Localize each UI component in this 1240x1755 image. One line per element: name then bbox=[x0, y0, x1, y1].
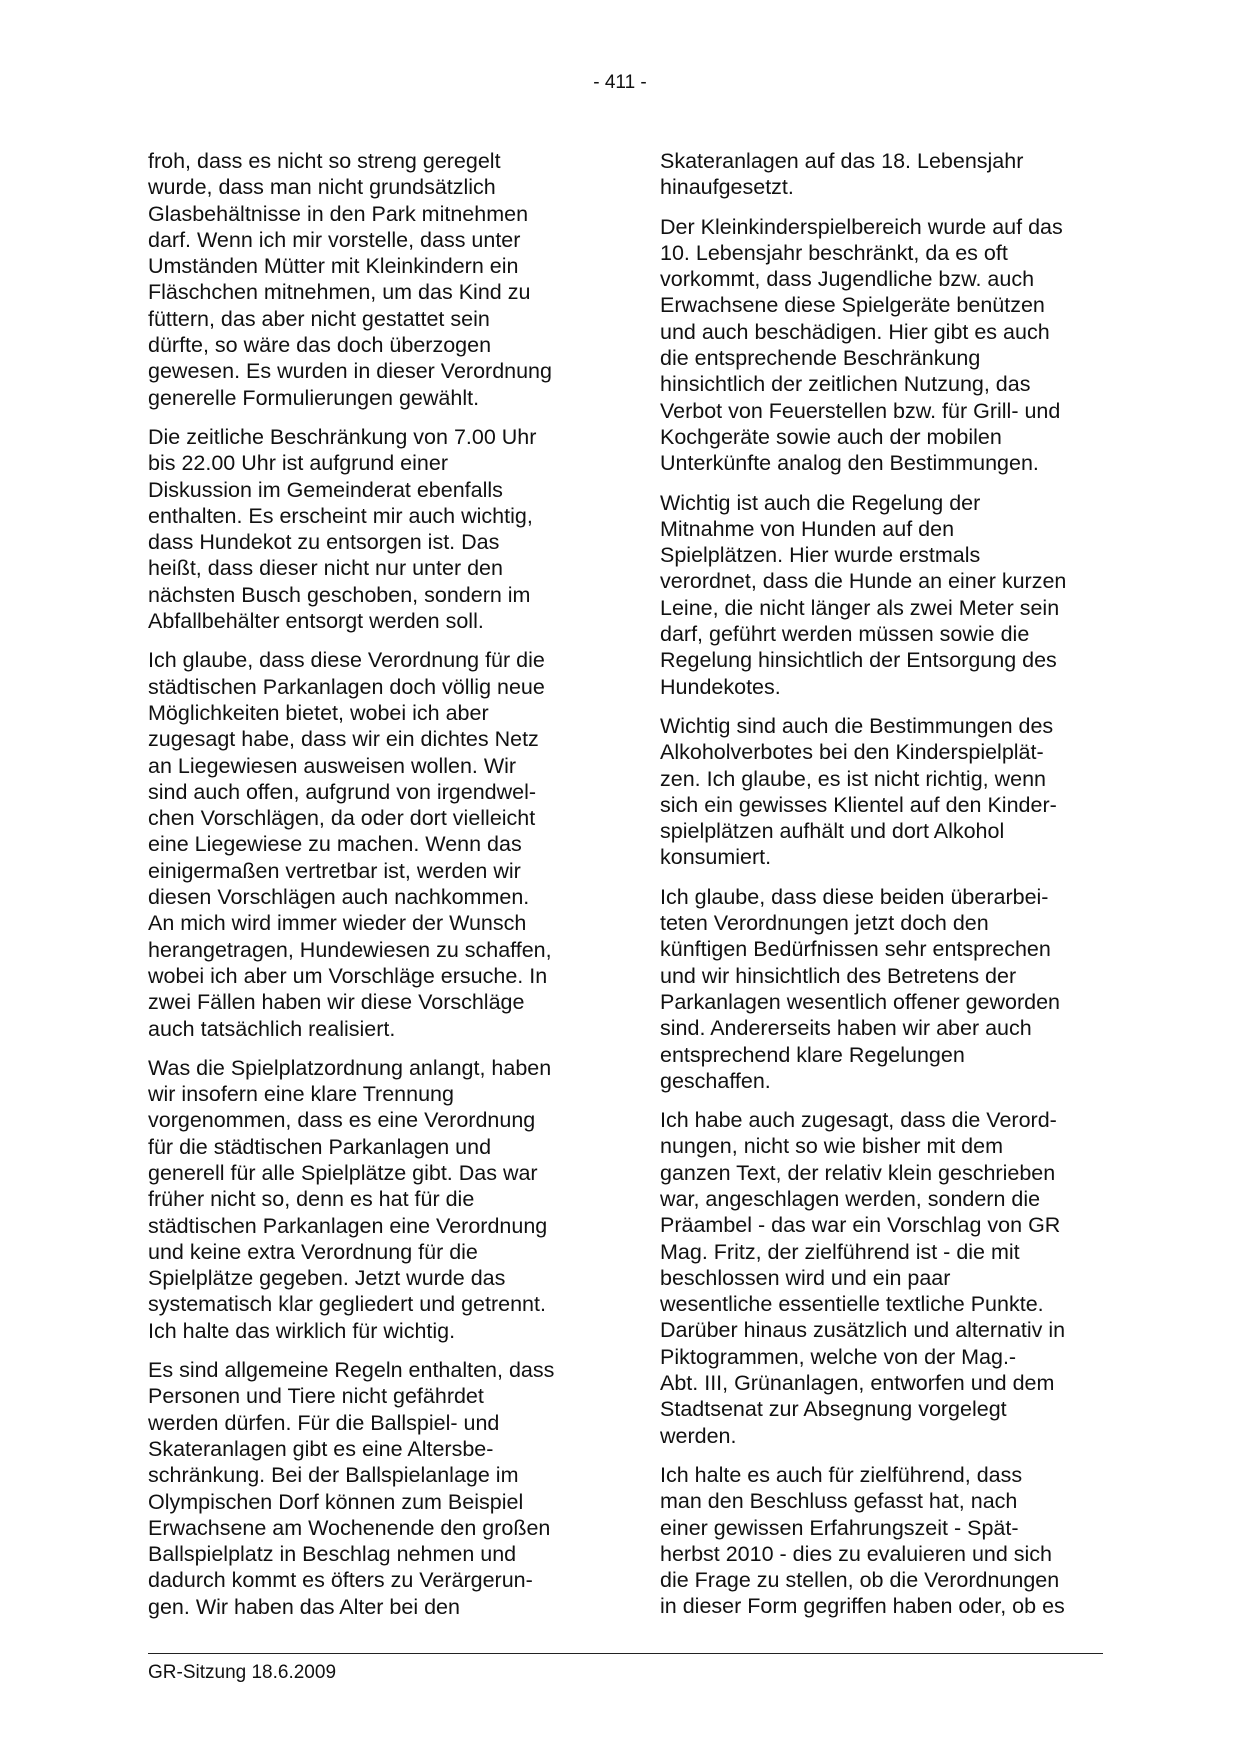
paragraph: Ich halte es auch für zielführend, dass man den Beschluss gefasst hat, nach einer gewissen Erfahrungszeit - Spät- herbst 2010 - dies zu evaluieren und sich die Frage zu stellen, ob die Verordnungen in dieser Form gegriffen haben oder, ob es bbox=[660, 1462, 1065, 1619]
page-number: - 411 - bbox=[593, 72, 647, 93]
paragraph: froh, dass es nicht so streng geregelt wurde, dass man nicht grundsätzlich Glasbehältnisse in den Park mitnehmen darf. Wenn ich mir vorstelle, dass unter Umständen Mütter mit Kleinkindern ein Fläschchen mitnehmen, um das Kind zu füttern, das aber nicht gestattet sein dürfte, so wäre das doch überzogen gewesen. Es wurden in dieser Verordnung generelle Formulierungen gewählt. bbox=[148, 149, 552, 410]
footer-session-label: GR-Sitzung 18.6.2009 bbox=[148, 1662, 337, 1683]
right-text-column bbox=[660, 148, 1105, 1633]
paragraph: Die zeitliche Beschränkung von 7.00 Uhr bis 22.00 Uhr ist aufgrund einer Diskussion im Gemeinderat ebenfalls enthalten. Es erscheint mir auch wichtig, dass Hundekot zu entsorgen ist. Das heißt, dass dieser nicht nur unter den nächsten Busch geschoben, sondern im Abfallbehälter entsorgt werden soll. bbox=[148, 424, 537, 634]
paragraph: Wichtig ist auch die Regelung der Mitnahme von Hunden auf den Spielplätzen. Hier wurde erstmals verordnet, dass die Hunde an einer kurzen Leine, die nicht länger als zwei Meter sein darf, geführt werden müssen sowie die Regelung hinsichtlich der Entsorgung des Hundekotes. bbox=[660, 490, 1067, 699]
paragraph: Was die Spielplatzordnung anlangt, haben wir insofern eine klare Trennung vorgenommen, dass es eine Verordnung für die städtischen Parkanlagen und generell für alle Spielplätze gibt. Das war früher nicht so, denn es hat für die städtischen Parkanlagen eine Verordnung und keine extra Verordnung für die Spielplätze gegeben. Jetzt wurde das systematisch klar gegliedert und getrennt. Ich halte das wirklich für wichtig. bbox=[148, 1055, 552, 1343]
paragraph: Der Kleinkinderspielbereich wurde auf das 10. Lebensjahr beschränkt, da es oft vorkommt, dass Jugendliche bzw. auch Erwachsene diese Spielgeräte benützen und auch beschädigen. Hier gibt es auch die entsprechende Beschränkung hinsichtlich der zeitlichen Nutzung, das Verbot von Feuerstellen bzw. für Grill- und Kochgeräte sowie auch der mobilen Unterkünfte analog den Bestimmungen. bbox=[660, 214, 1063, 476]
paragraph: Ich glaube, dass diese Verordnung für die städtischen Parkanlagen doch völlig neue Möglichkeiten bietet, wobei ich aber zugesagt habe, dass wir ein dichtes Netz an Liegewiesen ausweisen wollen. Wir sind auch offen, aufgrund von irgendwel- chen Vorschlägen, da oder dort vielleicht eine Liegewiese zu machen. Wenn das einigermaßen vertretbar ist, werden wir diesen Vorschlägen auch nachkommen. An mich wird immer wieder der Wunsch herangetragen, Hundewiesen zu schaffen, wobei ich aber um Vorschläge ersuche. In zwei Fällen haben wir diese Vorschläge auch tatsächlich realisiert. bbox=[148, 648, 552, 1041]
paragraph: Skateranlagen auf das 18. Lebensjahr hinaufgesetzt. bbox=[660, 149, 1024, 200]
paragraph: Wichtig sind auch die Bestimmungen des Alkoholverbotes bei den Kinderspielplät- zen. Ich glaube, es ist nicht richtig, wenn sich ein gewisses Klientel auf den Kinder- spielplätzen aufhält und dort Alkohol konsumiert. bbox=[660, 713, 1057, 870]
paragraph: Ich habe auch zugesagt, dass die Verord- nungen, nicht so wie bisher mit dem ganzen Text, der relativ klein geschrieben war, angeschlagen werden, sondern die Präambel - das war ein Vorschlag von GR Mag. Fritz, der zielführend ist - die mit beschlossen wird und ein paar wesentliche essentielle textliche Punkte. Darüber hinaus zusätzlich und alternativ in Piktogrammen, welche von der Mag.- Abt. III, Grünanlagen, entworfen und dem Stadtsenat zur Absegnung vorgelegt werden. bbox=[660, 1108, 1066, 1448]
paragraph: Es sind allgemeine Regeln enthalten, dass Personen und Tiere nicht gefährdet werden dürfen. Für die Ballspiel- und Skateranlagen gibt es eine Altersbe- schränkung. Bei der Ballspielanlage im Olympischen Dorf können zum Beispiel Erwachsene am Wochenende den großen Ballspielplatz in Beschlag nehmen und dadurch kommt es öfters zu Verärgerun- gen. Wir haben das Alter bei den bbox=[148, 1358, 555, 1619]
paragraph: Ich glaube, dass diese beiden überarbei- teten Verordnungen jetzt doch den künftigen Bedürfnissen sehr entsprechen und wir hinsichtlich des Betretens der Parkanlagen wesentlich offener geworden sind. Andererseits haben wir aber auch entsprechend klare Regelungen geschaffen. bbox=[660, 884, 1061, 1093]
footer-divider bbox=[148, 1653, 1103, 1654]
left-text-column bbox=[148, 148, 588, 1633]
